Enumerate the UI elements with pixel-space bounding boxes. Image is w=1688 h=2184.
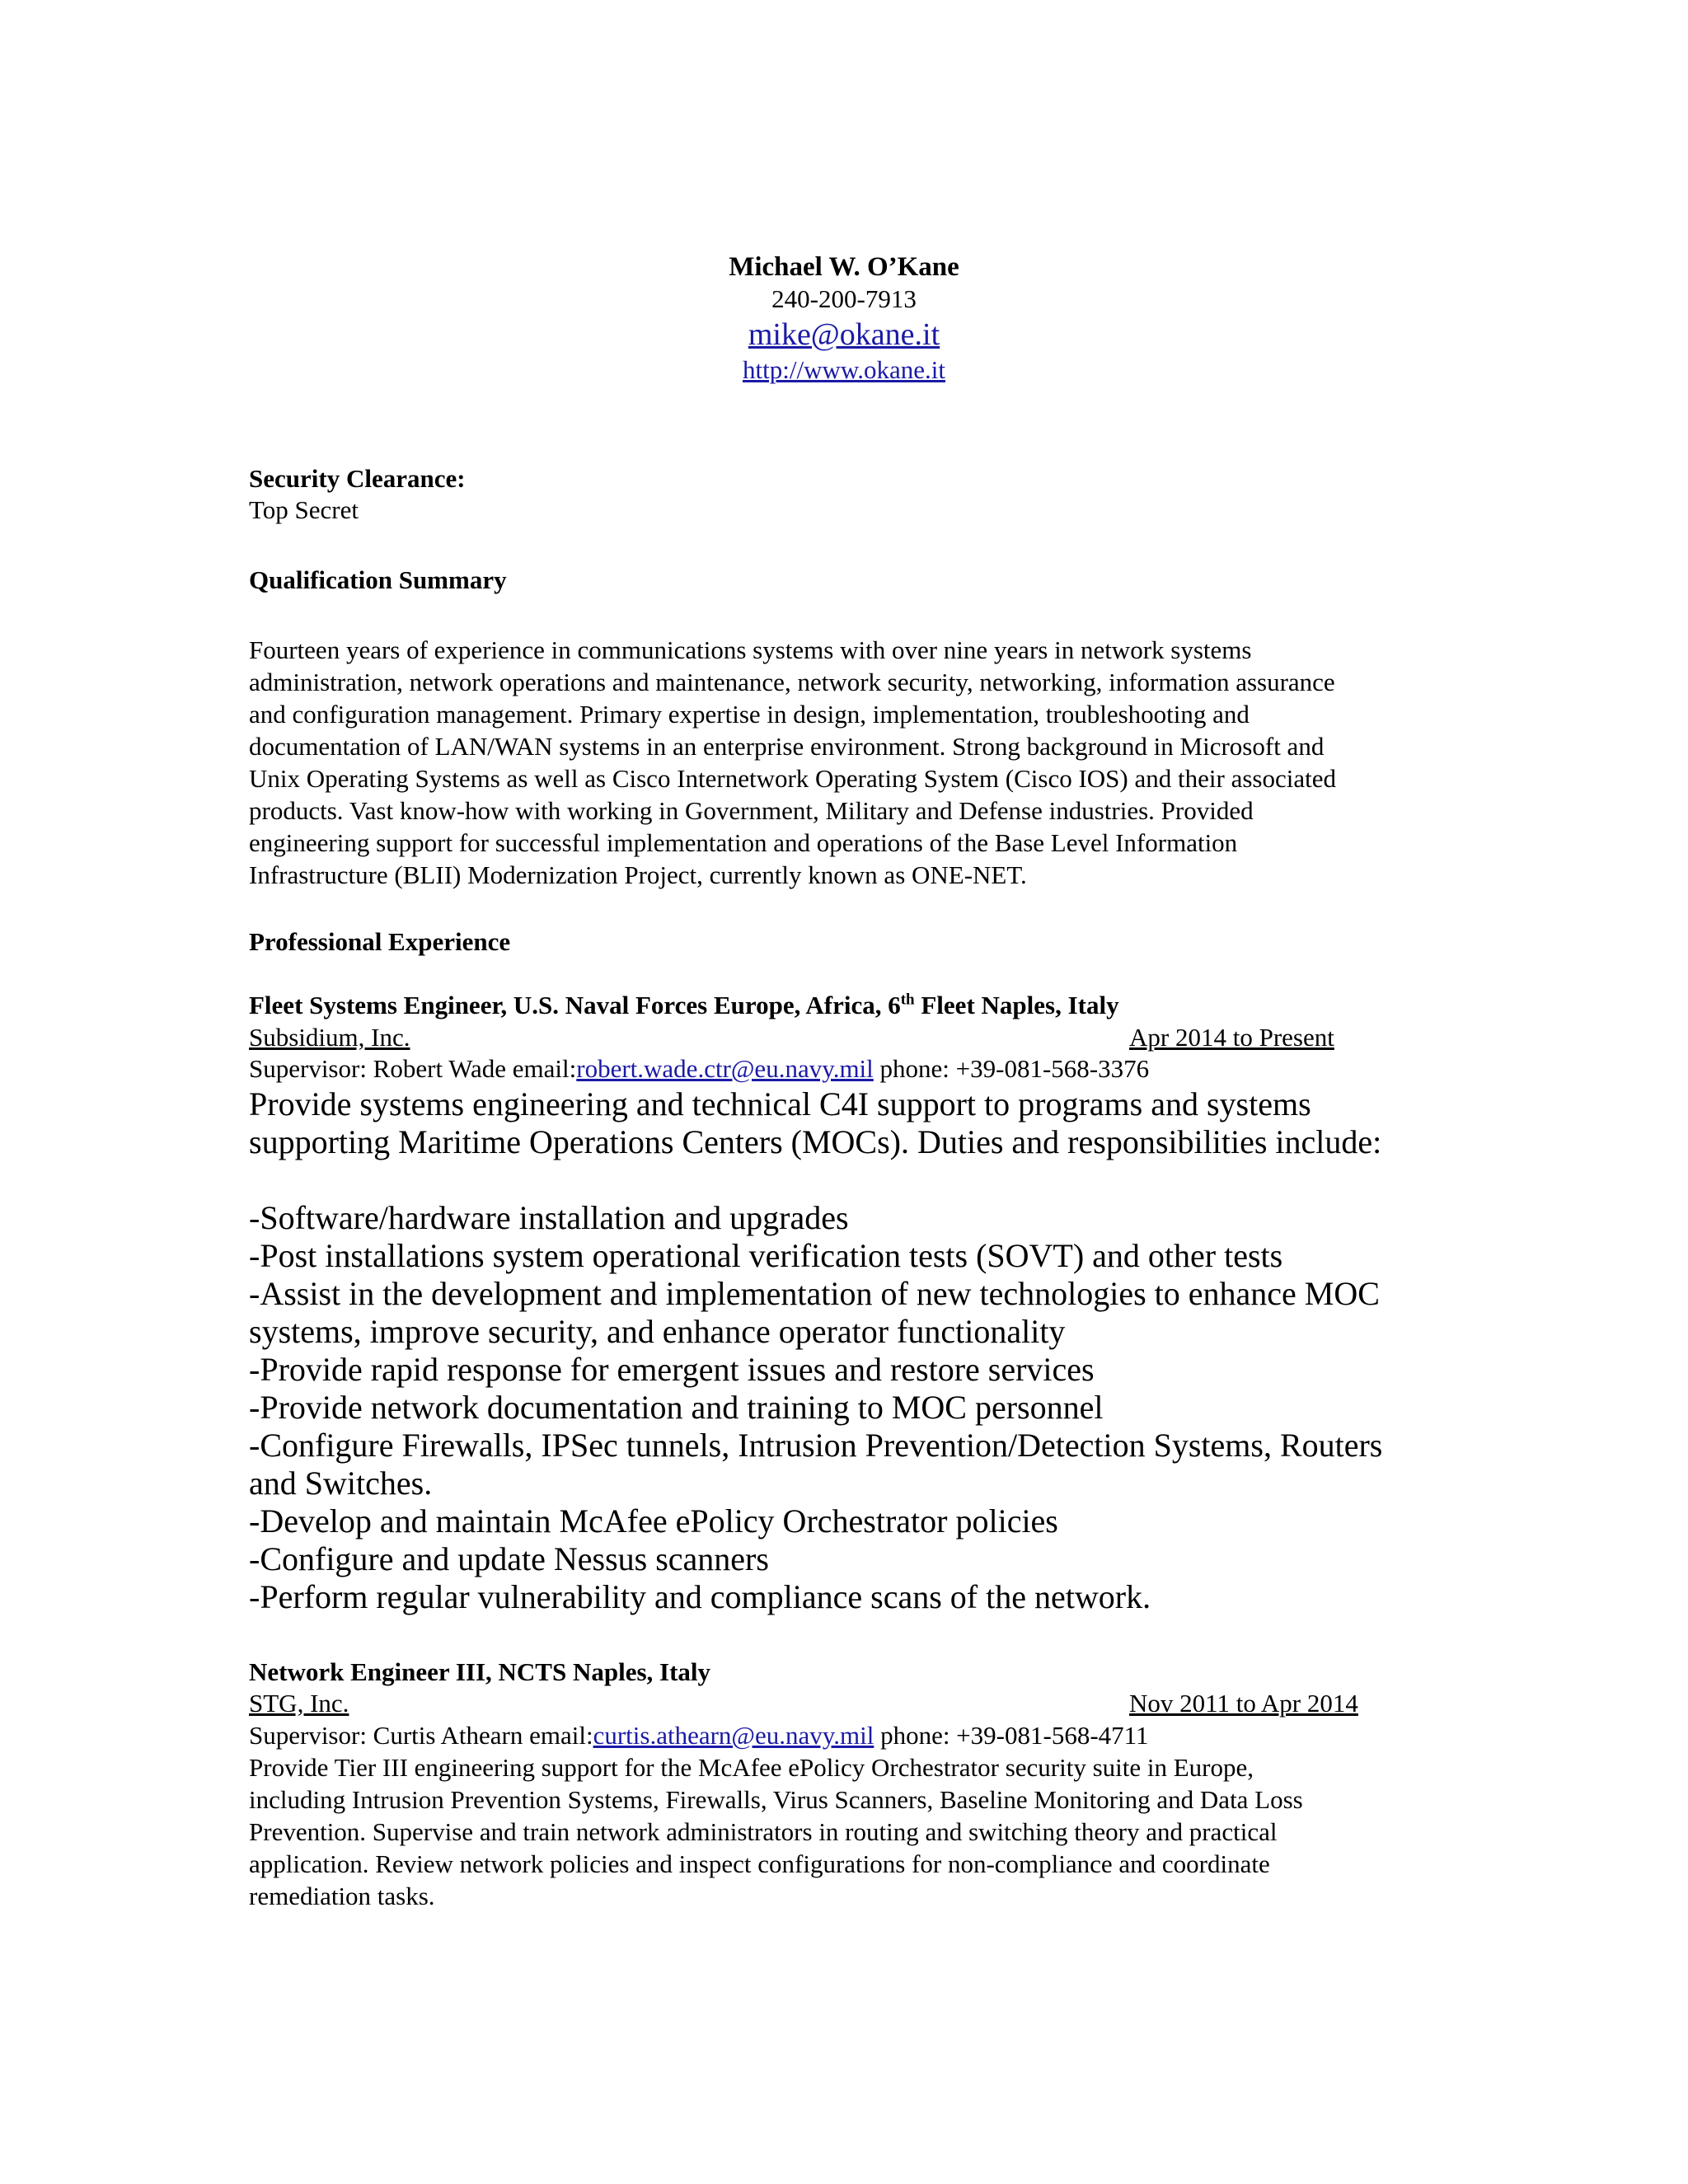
candidate-name: Michael W. O’Kane <box>729 252 959 282</box>
clearance-value: Top Secret <box>249 495 359 524</box>
summary-line: administration, network operations and maintenance, network security, networking, information assurance <box>249 668 1335 696</box>
summary-line: and configuration management. Primary expertise in design, implementation, troubleshooting and <box>249 700 1250 729</box>
job1-title-superscript: th <box>900 991 915 1009</box>
job1-dates: Apr 2014 to Present <box>1129 1023 1334 1052</box>
job1-duty: and Switches. <box>249 1465 433 1502</box>
job1-title-main: Fleet Systems Engineer, U.S. Naval Forces Europe, Africa, 6 <box>249 991 901 1019</box>
job1-supervisor-label: Supervisor: Robert Wade email: <box>249 1054 577 1083</box>
job1-duty: -Perform regular vulnerability and compliance scans of the network. <box>249 1578 1151 1615</box>
job1-supervisor-phone: phone: +39-081-568-3376 <box>873 1054 1150 1083</box>
job2-supervisor-phone: phone: +39-081-568-4711 <box>874 1721 1149 1750</box>
experience-heading: Professional Experience <box>249 927 511 956</box>
summary-line: engineering support for successful implementation and operations of the Base Level Information <box>249 828 1238 857</box>
clearance-heading: Security Clearance: <box>249 464 466 493</box>
job1-title <box>249 989 1119 1021</box>
summary-paragraph <box>249 634 1452 891</box>
job2-supervisor-label: Supervisor: Curtis Athearn email: <box>249 1721 593 1750</box>
job2-supervisor <box>249 1719 1149 1751</box>
job2-description-line: Provide Tier III engineering support for the McAfee ePolicy Orchestrator security suite in Europe, <box>249 1753 1254 1782</box>
job2-dates: Nov 2011 to Apr 2014 <box>1129 1689 1358 1718</box>
job2-company: STG, Inc. <box>249 1689 349 1718</box>
summary-line: Fourteen years of experience in communications systems with over nine years in network systems <box>249 635 1252 664</box>
job1-duty: -Assist in the development and implementation of new technologies to enhance MOC <box>249 1275 1380 1312</box>
job1-intro-line: Provide systems engineering and technical C4I support to programs and systems <box>249 1085 1311 1122</box>
job1-duty: -Configure Firewalls, IPSec tunnels, Intrusion Prevention/Detection Systems, Routers <box>249 1427 1383 1464</box>
job1-duty: -Post installations system operational verification tests (SOVT) and other tests <box>249 1237 1283 1274</box>
job1-duty: systems, improve security, and enhance operator functionality <box>249 1313 1066 1350</box>
summary-heading: Qualification Summary <box>249 565 507 594</box>
job1-supervisor <box>249 1052 1149 1085</box>
candidate-phone: 240-200-7913 <box>771 284 917 313</box>
job1-title-rest: Fleet Naples, Italy <box>914 991 1119 1019</box>
job1-intro <box>249 1085 1452 1161</box>
job1-company: Subsidium, Inc. <box>249 1023 410 1052</box>
candidate-website-link[interactable]: http://www.okane.it <box>743 355 945 384</box>
job1-supervisor-email-link[interactable]: robert.wade.ctr@eu.navy.mil <box>576 1054 874 1083</box>
summary-line: Infrastructure (BLII) Modernization Project, currently known as ONE-NET. <box>249 860 1027 889</box>
job1-duty: -Software/hardware installation and upgrades <box>249 1199 849 1236</box>
job2-description-line: remediation tasks. <box>249 1882 435 1910</box>
job2-description-line: application. Review network policies and inspect configurations for non-compliance and coordinate <box>249 1849 1270 1878</box>
summary-line: Unix Operating Systems as well as Cisco Internetwork Operating System (Cisco IOS) and their associated <box>249 764 1336 793</box>
job1-duties-list <box>249 1199 1452 1616</box>
candidate-email-link[interactable]: mike@okane.it <box>748 317 940 352</box>
job1-duty: -Develop and maintain McAfee ePolicy Orchestrator policies <box>249 1502 1058 1540</box>
job2-supervisor-email-link[interactable]: curtis.athearn@eu.navy.mil <box>593 1721 874 1750</box>
job1-duty: -Provide network documentation and training to MOC personnel <box>249 1389 1104 1426</box>
job2-title: Network Engineer III, NCTS Naples, Italy <box>249 1657 711 1686</box>
job2-description-line: Prevention. Supervise and train network administrators in routing and switching theory and practical <box>249 1817 1278 1846</box>
summary-line: documentation of LAN/WAN systems in an enterprise environment. Strong background in Microsoft and <box>249 732 1325 761</box>
job1-duty: -Provide rapid response for emergent issues and restore services <box>249 1351 1095 1388</box>
job2-description-line: including Intrusion Prevention Systems, Firewalls, Virus Scanners, Baseline Monitoring and Data Loss <box>249 1785 1303 1814</box>
job1-intro-line: supporting Maritime Operations Centers (MOCs). Duties and responsibilities include: <box>249 1123 1382 1160</box>
job2-description <box>249 1751 1452 1912</box>
summary-line: products. Vast know-how with working in Government, Military and Defense industries. Provided <box>249 796 1254 825</box>
job1-duty: -Configure and update Nessus scanners <box>249 1540 769 1577</box>
